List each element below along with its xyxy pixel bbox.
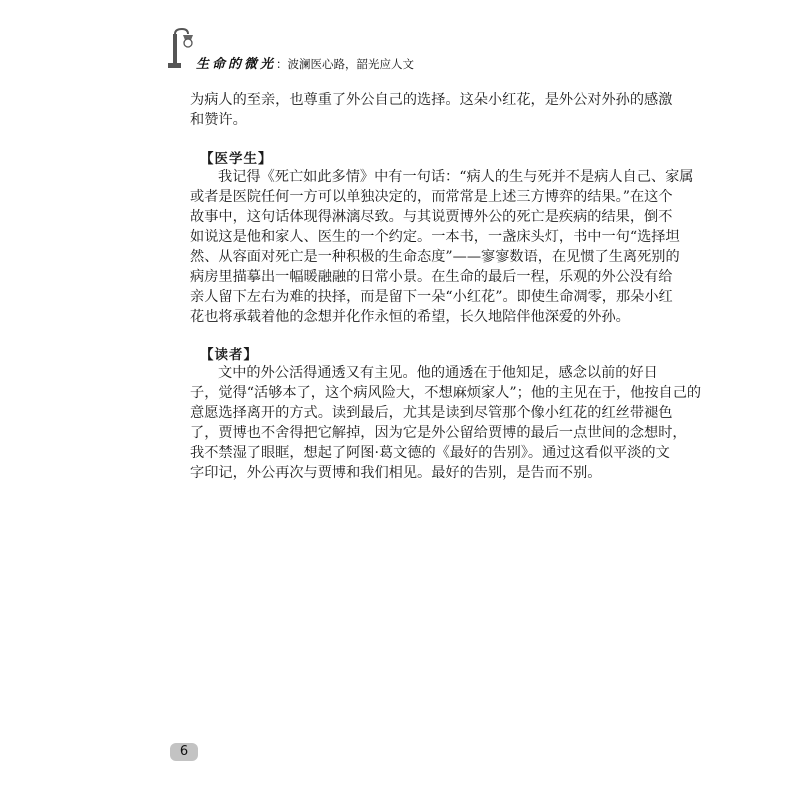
text-line: 文中的外公活得通透又有主见。他的通透在于他知足，感念以前的好日 [218, 365, 658, 381]
text-line: 如说这是他和家人、医生的一个约定。一本书，一盏床头灯，书中一句“选择坦 [190, 229, 680, 245]
text-line: 为病人的至亲，也尊重了外公自己的选择。这朵小红花，是外公对外孙的感激 [190, 92, 673, 108]
text-line: 花也将承载着他的念想并化作永恒的希望，长久地陪伴他深爱的外孙。 [190, 309, 630, 325]
medical-student-paragraph [190, 167, 694, 327]
text-line: 然、从容面对死亡是一种积极的生命态度”——寥寥数语，在见惯了生离死别的 [190, 249, 680, 265]
text-line: 和赞许。 [190, 112, 247, 128]
running-header [196, 53, 414, 72]
section-heading-medical-student: 【医学生】 [200, 151, 273, 167]
reader-paragraph [190, 363, 702, 483]
series-subtitle: ：波澜医心路，韶光应人文 [276, 57, 415, 71]
text-line: 子，觉得“活够本了，这个病风险大，不想麻烦家人”；他的主见在于，他按自己的 [190, 385, 702, 401]
text-line: 或者是医院任何一方可以单独决定的，而常常是上述三方博弈的结果。”在这个 [190, 189, 673, 205]
series-title: 生命的微光 [196, 57, 277, 72]
street-lamp-icon [166, 28, 196, 70]
text-line: 了，贾博也不舍得把它解掉，因为它是外公留给贾博的最后一点世间的念想时， [190, 425, 687, 441]
text-line: 意愿选择离开的方式。读到最后，尤其是读到尽管那个像小红花的红丝带褪色 [190, 405, 673, 421]
text-line: 我不禁湿了眼眶，想起了阿图·葛文德的《最好的告别》。通过这看似平淡的文 [190, 445, 670, 461]
intro-paragraph [190, 90, 673, 130]
text-line: 我记得《死亡如此多情》中有一句话：“病人的生与死并不是病人自己、家属 [218, 169, 694, 185]
section-heading-reader: 【读者】 [200, 347, 258, 363]
page-number-badge: 6 [170, 743, 198, 761]
text-line: 故事中，这句话体现得淋漓尽致。与其说贾博外公的死亡是疾病的结果，倒不 [190, 209, 673, 225]
text-line: 亲人留下左右为难的抉择，而是留下一朵“小红花”。即使生命凋零，那朵小红 [190, 289, 673, 305]
text-line: 病房里描摹出一幅暖融融的日常小景。在生命的最后一程，乐观的外公没有给 [190, 269, 673, 285]
text-line: 字印记，外公再次与贾博和我们相见。最好的告别，是告而不别。 [190, 465, 602, 481]
